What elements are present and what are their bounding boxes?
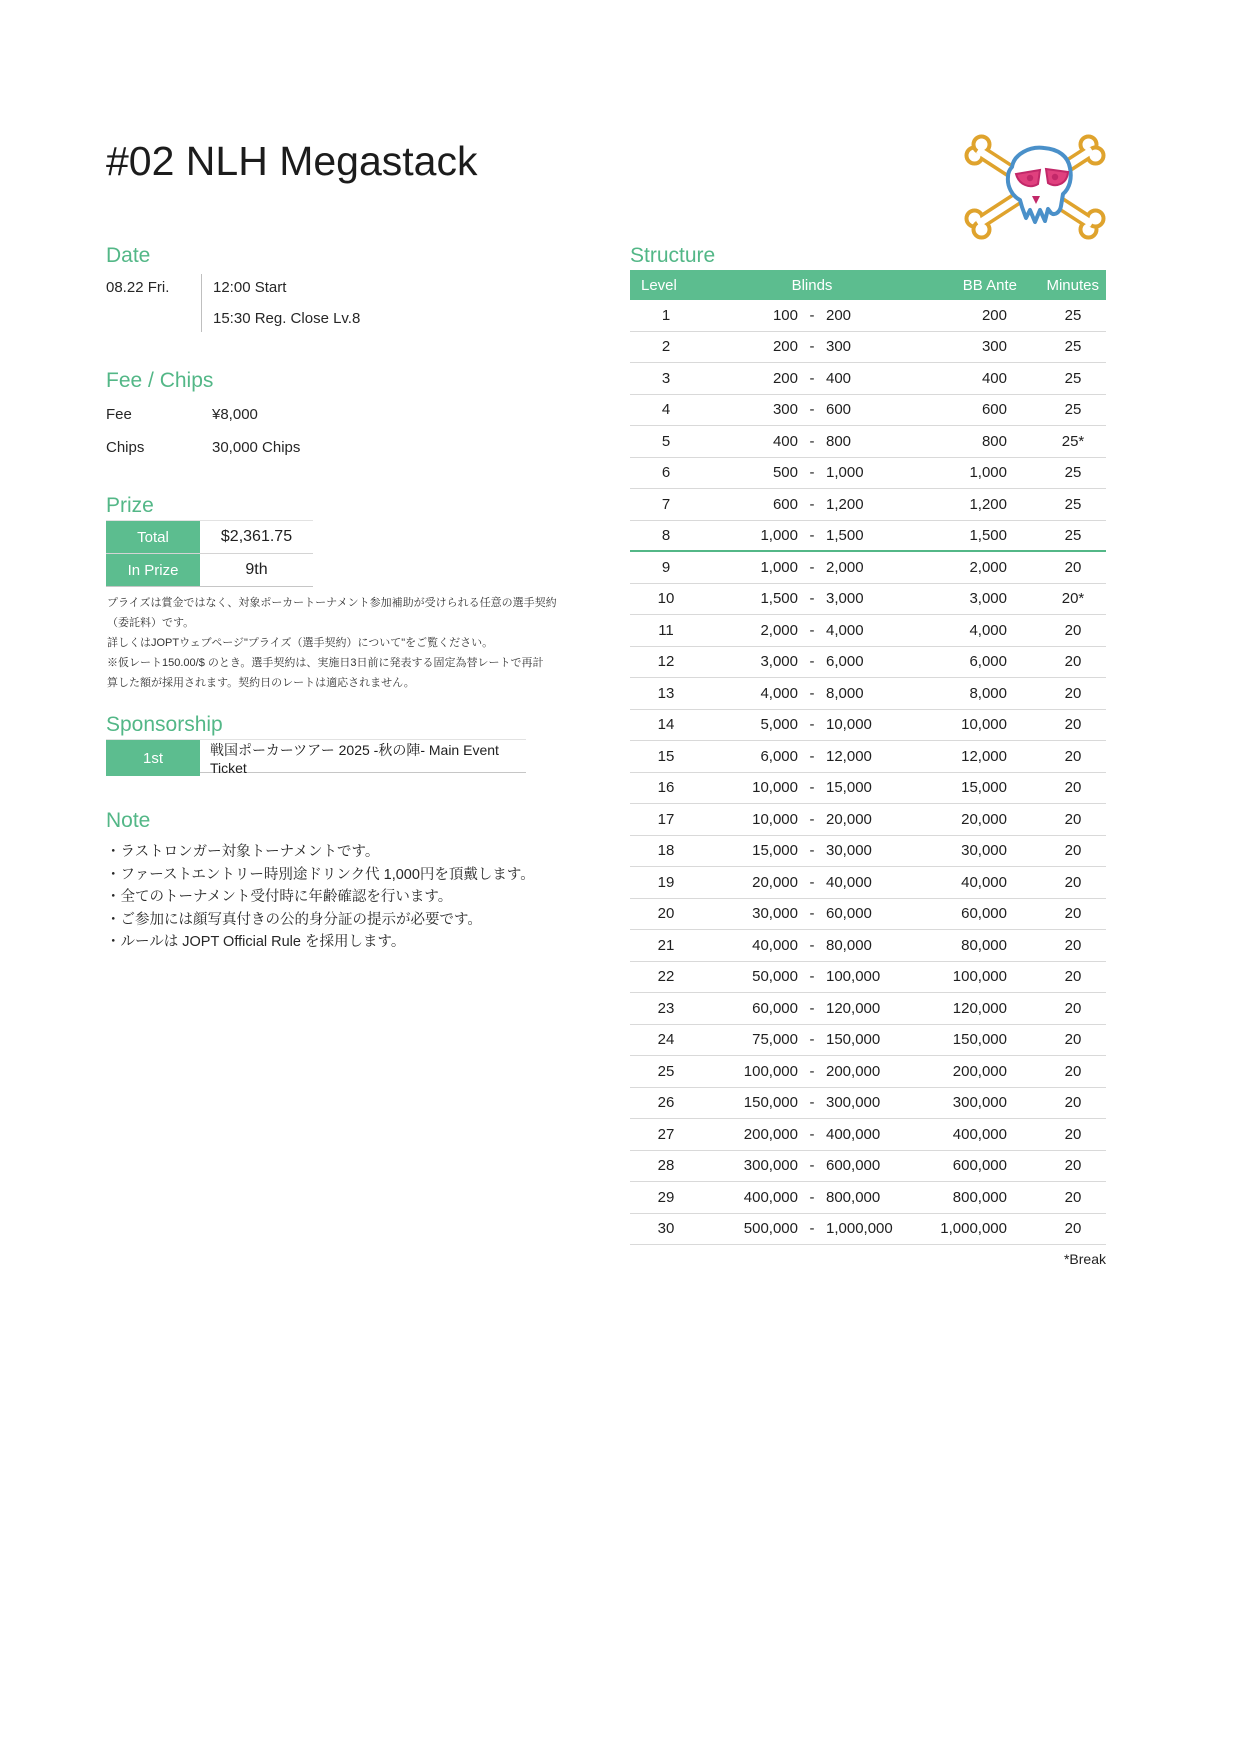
structure-row bbox=[630, 867, 1106, 899]
level-cell: 30 bbox=[657, 1220, 675, 1238]
small-blind-cell: 400,000 bbox=[743, 1188, 798, 1206]
blinds-separator: - bbox=[809, 905, 815, 923]
blinds-separator: - bbox=[809, 684, 815, 702]
structure-row bbox=[630, 489, 1106, 521]
bb-ante-cell: 200,000 bbox=[952, 1062, 1007, 1080]
level-cell: 23 bbox=[657, 999, 675, 1017]
blinds-separator: - bbox=[809, 873, 815, 891]
bb-ante-cell: 1,500 bbox=[969, 526, 1007, 544]
sponsorship-row-value: 戦国ポーカーツアー 2025 -秋の陣- Main Event Ticket bbox=[210, 742, 499, 776]
big-blind-cell: 300 bbox=[826, 338, 852, 356]
big-blind-cell: 4,000 bbox=[826, 621, 864, 639]
blinds-separator: - bbox=[809, 936, 815, 954]
big-blind-cell: 300,000 bbox=[826, 1094, 881, 1112]
small-blind-cell: 200,000 bbox=[743, 1125, 798, 1143]
bb-ante-cell: 400 bbox=[981, 369, 1007, 387]
minutes-cell: 25 bbox=[1064, 526, 1082, 544]
level-cell: 3 bbox=[661, 369, 671, 387]
structure-row bbox=[630, 1151, 1106, 1183]
level-cell: 24 bbox=[657, 1031, 675, 1049]
small-blind-cell: 300,000 bbox=[743, 1157, 798, 1175]
note-section bbox=[106, 808, 535, 954]
minutes-cell: 20 bbox=[1064, 1094, 1082, 1112]
minutes-cell: 20 bbox=[1064, 936, 1082, 954]
small-blind-cell: 200 bbox=[772, 338, 798, 356]
structure-row bbox=[630, 615, 1106, 647]
structure-table bbox=[630, 270, 1106, 1245]
blinds-separator: - bbox=[809, 369, 815, 387]
structure-row bbox=[630, 395, 1106, 427]
date-times bbox=[202, 272, 360, 334]
big-blind-cell: 12,000 bbox=[826, 747, 872, 765]
minutes-cell: 20 bbox=[1064, 653, 1082, 671]
bb-ante-cell: 120,000 bbox=[952, 999, 1007, 1017]
bb-ante-cell: 80,000 bbox=[961, 936, 1007, 954]
small-blind-cell: 500 bbox=[772, 464, 798, 482]
small-blind-cell: 6,000 bbox=[760, 747, 798, 765]
column-header-level: Level bbox=[641, 276, 677, 294]
big-blind-cell: 20,000 bbox=[826, 810, 872, 828]
bb-ante-cell: 3,000 bbox=[969, 590, 1007, 608]
small-blind-cell: 40,000 bbox=[752, 936, 798, 954]
level-cell: 29 bbox=[657, 1188, 675, 1206]
minutes-cell: 25* bbox=[1061, 432, 1085, 450]
big-blind-cell: 120,000 bbox=[826, 999, 881, 1017]
level-cell: 7 bbox=[661, 495, 671, 513]
minutes-cell: 20 bbox=[1064, 1220, 1082, 1238]
small-blind-cell: 60,000 bbox=[752, 999, 798, 1017]
small-blind-cell: 400 bbox=[772, 432, 798, 450]
structure-row bbox=[630, 552, 1106, 584]
blinds-separator: - bbox=[809, 716, 815, 734]
big-blind-cell: 10,000 bbox=[826, 716, 872, 734]
bb-ante-cell: 8,000 bbox=[969, 684, 1007, 702]
date-time-line: 15:30 Reg. Close Lv.8 bbox=[213, 310, 361, 327]
minutes-cell: 20 bbox=[1064, 905, 1082, 923]
small-blind-cell: 15,000 bbox=[752, 842, 798, 860]
prize-row-label: In Prize bbox=[106, 554, 200, 586]
small-blind-cell: 600 bbox=[772, 495, 798, 513]
date-day: 08.22 Fri. bbox=[106, 279, 170, 296]
prize-table bbox=[106, 520, 313, 587]
minutes-cell: 20 bbox=[1064, 842, 1082, 860]
blinds-separator: - bbox=[809, 464, 815, 482]
level-cell: 11 bbox=[658, 621, 674, 639]
bb-ante-cell: 60,000 bbox=[961, 905, 1007, 923]
bb-ante-cell: 300,000 bbox=[952, 1094, 1007, 1112]
fee-chips-value: ¥8,000 bbox=[212, 406, 258, 423]
blinds-separator: - bbox=[809, 432, 815, 450]
small-blind-cell: 300 bbox=[772, 401, 798, 419]
minutes-cell: 25 bbox=[1064, 306, 1082, 324]
structure-row bbox=[630, 678, 1106, 710]
level-cell: 25 bbox=[657, 1062, 675, 1080]
bb-ante-cell: 30,000 bbox=[961, 842, 1007, 860]
fine-print-line: 詳しくはJOPTウェブページ"プライズ（選手契約）について"をご覧ください。 bbox=[107, 637, 494, 649]
small-blind-cell: 2,000 bbox=[760, 621, 798, 639]
big-blind-cell: 3,000 bbox=[826, 590, 864, 608]
structure-table-body bbox=[630, 300, 1106, 1245]
small-blind-cell: 150,000 bbox=[743, 1094, 798, 1112]
big-blind-cell: 400,000 bbox=[826, 1125, 881, 1143]
page-title: #02 NLH Megastack bbox=[106, 138, 478, 184]
fee-chips-row bbox=[106, 398, 300, 431]
fee-chips-value: 30,000 Chips bbox=[212, 439, 301, 456]
bb-ante-cell: 800 bbox=[981, 432, 1007, 450]
level-cell: 28 bbox=[657, 1157, 675, 1175]
level-cell: 27 bbox=[657, 1125, 675, 1143]
big-blind-cell: 15,000 bbox=[826, 779, 872, 797]
minutes-cell: 20 bbox=[1064, 1157, 1082, 1175]
level-cell: 26 bbox=[657, 1094, 675, 1112]
level-cell: 13 bbox=[657, 684, 675, 702]
structure-row bbox=[630, 332, 1106, 364]
level-cell: 4 bbox=[661, 401, 671, 419]
structure-row bbox=[630, 647, 1106, 679]
prize-fine-print bbox=[107, 593, 569, 693]
structure-row bbox=[630, 710, 1106, 742]
note-item: ・ファーストエントリー時別途ドリンク代 1,000円を頂戴します。 bbox=[106, 866, 535, 883]
minutes-cell: 20 bbox=[1064, 558, 1082, 576]
sponsorship-section bbox=[106, 712, 526, 776]
minutes-cell: 20 bbox=[1064, 684, 1082, 702]
blinds-separator: - bbox=[809, 1157, 815, 1175]
big-blind-cell: 2,000 bbox=[826, 558, 864, 576]
big-blind-cell: 150,000 bbox=[826, 1031, 881, 1049]
bb-ante-cell: 150,000 bbox=[952, 1031, 1007, 1049]
level-cell: 21 bbox=[657, 936, 675, 954]
small-blind-cell: 50,000 bbox=[752, 968, 798, 986]
structure-heading: Structure bbox=[630, 244, 716, 267]
big-blind-cell: 30,000 bbox=[826, 842, 872, 860]
small-blind-cell: 10,000 bbox=[752, 779, 798, 797]
bb-ante-cell: 600 bbox=[981, 401, 1007, 419]
minutes-cell: 20 bbox=[1064, 716, 1082, 734]
blinds-separator: - bbox=[809, 779, 815, 797]
minutes-cell: 20 bbox=[1064, 1125, 1082, 1143]
minutes-cell: 20 bbox=[1064, 621, 1082, 639]
minutes-cell: 20 bbox=[1064, 747, 1082, 765]
big-blind-cell: 200 bbox=[826, 306, 852, 324]
minutes-cell: 20 bbox=[1064, 779, 1082, 797]
minutes-cell: 20 bbox=[1064, 810, 1082, 828]
big-blind-cell: 8,000 bbox=[826, 684, 864, 702]
blinds-separator: - bbox=[809, 338, 815, 356]
bb-ante-cell: 200 bbox=[981, 306, 1007, 324]
bb-ante-cell: 4,000 bbox=[969, 621, 1007, 639]
break-footnote: *Break bbox=[1063, 1251, 1106, 1267]
note-item: ・ラストロンガー対象トーナメントです。 bbox=[106, 844, 380, 860]
level-cell: 17 bbox=[657, 810, 675, 828]
big-blind-cell: 100,000 bbox=[826, 968, 881, 986]
level-cell: 6 bbox=[661, 464, 671, 482]
blinds-separator: - bbox=[809, 621, 815, 639]
blinds-separator: - bbox=[809, 968, 815, 986]
sponsorship-row-label: 1st bbox=[106, 740, 200, 776]
blinds-separator: - bbox=[809, 653, 815, 671]
minutes-cell: 25 bbox=[1064, 369, 1082, 387]
minutes-cell: 20 bbox=[1064, 999, 1082, 1017]
small-blind-cell: 100,000 bbox=[743, 1062, 798, 1080]
bb-ante-cell: 1,200 bbox=[969, 495, 1007, 513]
big-blind-cell: 80,000 bbox=[826, 936, 872, 954]
minutes-cell: 20 bbox=[1064, 968, 1082, 986]
level-cell: 18 bbox=[657, 842, 675, 860]
structure-row bbox=[630, 773, 1106, 805]
fine-print-line: （委託料）です。 bbox=[107, 617, 195, 629]
structure-row bbox=[630, 426, 1106, 458]
blinds-separator: - bbox=[809, 590, 815, 608]
structure-row bbox=[630, 1088, 1106, 1120]
minutes-cell: 20* bbox=[1061, 590, 1085, 608]
structure-row bbox=[630, 1056, 1106, 1088]
blinds-separator: - bbox=[809, 1220, 815, 1238]
fine-print-line: プライズは賞金ではなく、対象ポーカートーナメント参加補助が受けられる任意の選手契約 bbox=[107, 597, 557, 609]
big-blind-cell: 800 bbox=[826, 432, 852, 450]
structure-row bbox=[630, 899, 1106, 931]
column-header-bb-ante: BB Ante bbox=[962, 276, 1017, 294]
small-blind-cell: 75,000 bbox=[752, 1031, 798, 1049]
big-blind-cell: 1,200 bbox=[826, 495, 864, 513]
structure-row bbox=[630, 993, 1106, 1025]
small-blind-cell: 1,500 bbox=[760, 590, 798, 608]
skull-crossbones-logo bbox=[960, 122, 1110, 247]
bb-ante-cell: 400,000 bbox=[952, 1125, 1007, 1143]
structure-row bbox=[630, 741, 1106, 773]
small-blind-cell: 30,000 bbox=[752, 905, 798, 923]
bb-ante-cell: 15,000 bbox=[961, 779, 1007, 797]
structure-row bbox=[630, 930, 1106, 962]
fee-chips-rows bbox=[106, 398, 300, 464]
bb-ante-cell: 20,000 bbox=[961, 810, 1007, 828]
structure-section bbox=[630, 243, 1106, 1267]
prize-section bbox=[106, 493, 313, 587]
sponsorship-table bbox=[106, 739, 526, 776]
blinds-separator: - bbox=[809, 1062, 815, 1080]
level-cell: 2 bbox=[661, 338, 671, 356]
level-cell: 5 bbox=[661, 432, 671, 450]
level-cell: 14 bbox=[657, 716, 675, 734]
date-heading: Date bbox=[106, 244, 151, 267]
fee-chips-label: Chips bbox=[106, 439, 145, 456]
blinds-separator: - bbox=[809, 810, 815, 828]
blinds-separator: - bbox=[809, 1125, 815, 1143]
structure-row bbox=[630, 836, 1106, 868]
big-blind-cell: 6,000 bbox=[826, 653, 864, 671]
small-blind-cell: 500,000 bbox=[743, 1220, 798, 1238]
level-cell: 16 bbox=[657, 779, 675, 797]
blinds-separator: - bbox=[809, 558, 815, 576]
level-cell: 1 bbox=[661, 306, 671, 324]
prize-row bbox=[106, 521, 313, 554]
prize-row-value: $2,361.75 bbox=[220, 528, 293, 545]
fee-chips-label: Fee bbox=[106, 406, 132, 423]
bb-ante-cell: 40,000 bbox=[961, 873, 1007, 891]
bb-ante-cell: 100,000 bbox=[952, 968, 1007, 986]
minutes-cell: 20 bbox=[1064, 1062, 1082, 1080]
small-blind-cell: 4,000 bbox=[760, 684, 798, 702]
big-blind-cell: 1,500 bbox=[826, 526, 864, 544]
minutes-cell: 25 bbox=[1064, 464, 1082, 482]
blinds-separator: - bbox=[809, 306, 815, 324]
blinds-separator: - bbox=[809, 1188, 815, 1206]
structure-row bbox=[630, 458, 1106, 490]
level-cell: 9 bbox=[661, 558, 671, 576]
structure-table-header bbox=[630, 270, 1106, 300]
date-row bbox=[106, 272, 360, 334]
note-item: ・ご参加には顔写真付きの公的身分証の提示が必要です。 bbox=[106, 911, 482, 928]
blinds-separator: - bbox=[809, 1031, 815, 1049]
bb-ante-cell: 1,000,000 bbox=[940, 1220, 1007, 1238]
level-cell: 12 bbox=[657, 653, 675, 671]
blinds-separator: - bbox=[809, 526, 815, 544]
level-cell: 8 bbox=[661, 526, 671, 544]
column-header-minutes: Minutes bbox=[1046, 276, 1099, 294]
small-blind-cell: 20,000 bbox=[752, 873, 798, 891]
structure-row bbox=[630, 584, 1106, 616]
structure-row bbox=[630, 521, 1106, 553]
big-blind-cell: 600,000 bbox=[826, 1157, 881, 1175]
fee-chips-heading: Fee / Chips bbox=[106, 369, 214, 392]
note-item: ・全てのトーナメント受付時に年齢確認を行います。 bbox=[106, 889, 453, 905]
fee-chips-row bbox=[106, 431, 300, 464]
small-blind-cell: 3,000 bbox=[760, 653, 798, 671]
sponsorship-heading: Sponsorship bbox=[106, 713, 223, 736]
bb-ante-cell: 2,000 bbox=[969, 558, 1007, 576]
small-blind-cell: 5,000 bbox=[760, 716, 798, 734]
fine-print-line: ※仮レート150.00/$ のとき。選手契約は、実施日3日前に発表する固定為替レートで再計 bbox=[107, 657, 544, 669]
bb-ante-cell: 800,000 bbox=[952, 1188, 1007, 1206]
structure-row bbox=[630, 962, 1106, 994]
structure-row bbox=[630, 1025, 1106, 1057]
big-blind-cell: 60,000 bbox=[826, 905, 872, 923]
note-item: ・ルールは JOPT Official Rule を採用します。 bbox=[106, 934, 406, 950]
bb-ante-cell: 10,000 bbox=[961, 716, 1007, 734]
level-cell: 20 bbox=[657, 905, 675, 923]
date-section bbox=[106, 243, 360, 334]
big-blind-cell: 800,000 bbox=[826, 1188, 881, 1206]
big-blind-cell: 40,000 bbox=[826, 873, 872, 891]
bb-ante-cell: 12,000 bbox=[961, 747, 1007, 765]
level-cell: 22 bbox=[657, 968, 675, 986]
small-blind-cell: 1,000 bbox=[760, 558, 798, 576]
small-blind-cell: 200 bbox=[772, 369, 798, 387]
big-blind-cell: 1,000 bbox=[826, 464, 864, 482]
note-list bbox=[106, 841, 535, 954]
prize-row-label: Total bbox=[106, 521, 200, 553]
blinds-separator: - bbox=[809, 999, 815, 1017]
small-blind-cell: 10,000 bbox=[752, 810, 798, 828]
structure-row bbox=[630, 1214, 1106, 1246]
big-blind-cell: 600 bbox=[826, 401, 852, 419]
bb-ante-cell: 6,000 bbox=[969, 653, 1007, 671]
bb-ante-cell: 600,000 bbox=[952, 1157, 1007, 1175]
minutes-cell: 25 bbox=[1064, 338, 1082, 356]
minutes-cell: 25 bbox=[1064, 401, 1082, 419]
structure-row bbox=[630, 363, 1106, 395]
prize-row-value: 9th bbox=[245, 561, 268, 578]
big-blind-cell: 400 bbox=[826, 369, 852, 387]
small-blind-cell: 1,000 bbox=[760, 526, 798, 544]
minutes-cell: 25 bbox=[1064, 495, 1082, 513]
minutes-cell: 20 bbox=[1064, 1188, 1082, 1206]
level-cell: 10 bbox=[657, 590, 675, 608]
structure-row bbox=[630, 300, 1106, 332]
sponsorship-row bbox=[106, 740, 526, 776]
structure-row bbox=[630, 1182, 1106, 1214]
level-cell: 19 bbox=[657, 873, 675, 891]
bb-ante-cell: 300 bbox=[981, 338, 1007, 356]
blinds-separator: - bbox=[809, 495, 815, 513]
fine-print-line: 算した額が採用されます。契約日のレートは適応されません。 bbox=[107, 677, 415, 689]
big-blind-cell: 200,000 bbox=[826, 1062, 881, 1080]
level-cell: 15 bbox=[657, 747, 675, 765]
structure-row bbox=[630, 804, 1106, 836]
date-time-line: 12:00 Start bbox=[213, 279, 287, 296]
prize-row bbox=[106, 554, 313, 587]
blinds-separator: - bbox=[809, 747, 815, 765]
small-blind-cell: 100 bbox=[772, 306, 798, 324]
minutes-cell: 20 bbox=[1064, 873, 1082, 891]
structure-row bbox=[630, 1119, 1106, 1151]
blinds-separator: - bbox=[809, 842, 815, 860]
big-blind-cell: 1,000,000 bbox=[826, 1220, 893, 1238]
note-heading: Note bbox=[106, 809, 151, 832]
prize-heading: Prize bbox=[106, 494, 154, 517]
bb-ante-cell: 1,000 bbox=[969, 464, 1007, 482]
column-header-blinds: Blinds bbox=[791, 276, 833, 294]
minutes-cell: 20 bbox=[1064, 1031, 1082, 1049]
blinds-separator: - bbox=[809, 1094, 815, 1112]
blinds-separator: - bbox=[809, 401, 815, 419]
fee-chips-section bbox=[106, 368, 300, 464]
